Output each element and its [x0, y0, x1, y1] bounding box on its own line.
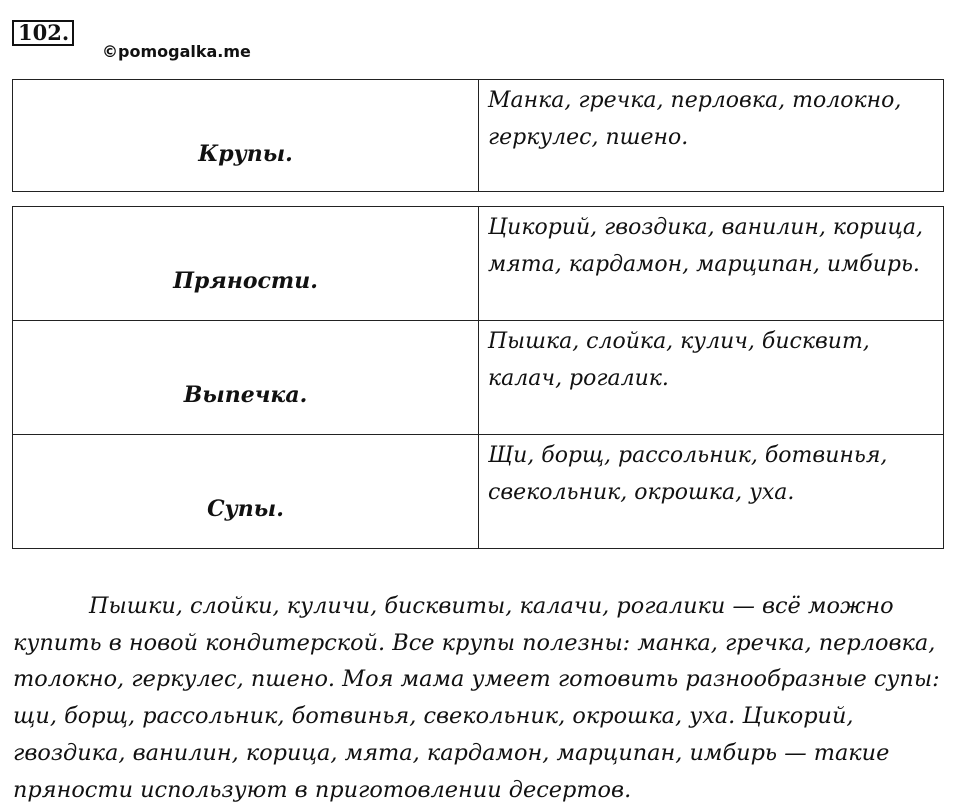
- items-line: Пышка, слойка, кулич, бисквит,: [488, 329, 870, 354]
- items-text: [479, 321, 943, 397]
- category-table-main: [12, 206, 944, 549]
- items-line: Манка, гречка, перловка, толокно,: [488, 88, 902, 113]
- items-line: геркулес, пшено.: [488, 125, 689, 150]
- items-text: [479, 207, 943, 283]
- category-label: Крупы.: [198, 141, 293, 167]
- items-cell: [479, 435, 944, 549]
- items-line: мята, кардамон, марципан, имбирь.: [488, 252, 920, 277]
- table-row: [13, 321, 944, 435]
- items-cell: [479, 207, 944, 321]
- items-cell: [479, 80, 944, 192]
- category-label: Супы.: [207, 496, 284, 522]
- table-row: [13, 80, 944, 192]
- items-line: Цикорий, гвоздика, ванилин, корица,: [488, 215, 923, 240]
- items-line: Щи, борщ, рассольник, ботвинья,: [488, 443, 888, 468]
- paragraph-line: купить в новой кондитерской. Все крупы полезны: манка, гречка, перловка,: [13, 629, 936, 656]
- items-text: [479, 435, 943, 511]
- paragraph-line: Пышки, слойки, куличи, бисквиты, калачи, рогалики — всё можно: [89, 593, 894, 619]
- exercise-number: 102.: [12, 20, 74, 46]
- paragraph-line: щи, борщ, рассольник, ботвинья, свекольник, окрошка, уха. Цикорий,: [13, 703, 854, 730]
- category-label: Выпечка.: [183, 382, 308, 408]
- table-row: [13, 207, 944, 321]
- items-text: [479, 80, 943, 156]
- category-cell: [13, 435, 479, 549]
- composed-paragraph: [13, 588, 948, 808]
- watermark: ©pomogalka.me: [102, 42, 251, 61]
- category-label: Пряности.: [173, 268, 318, 294]
- items-cell: [479, 321, 944, 435]
- category-table-krupy: [12, 79, 944, 192]
- paragraph-line: гвоздика, ванилин, корица, мята, кардамон, марципан, имбирь — такие: [13, 739, 890, 766]
- paragraph-line: толокно, геркулес, пшено. Моя мама умеет готовить разнообразные супы:: [13, 666, 940, 693]
- category-cell: [13, 321, 479, 435]
- table-row: [13, 435, 944, 549]
- items-line: свекольник, окрошка, уха.: [488, 480, 795, 505]
- category-cell: [13, 207, 479, 321]
- paragraph-line: пряности используют в приготовлении десертов.: [13, 776, 632, 803]
- category-cell: [13, 80, 479, 192]
- items-line: калач, рогалик.: [488, 366, 669, 391]
